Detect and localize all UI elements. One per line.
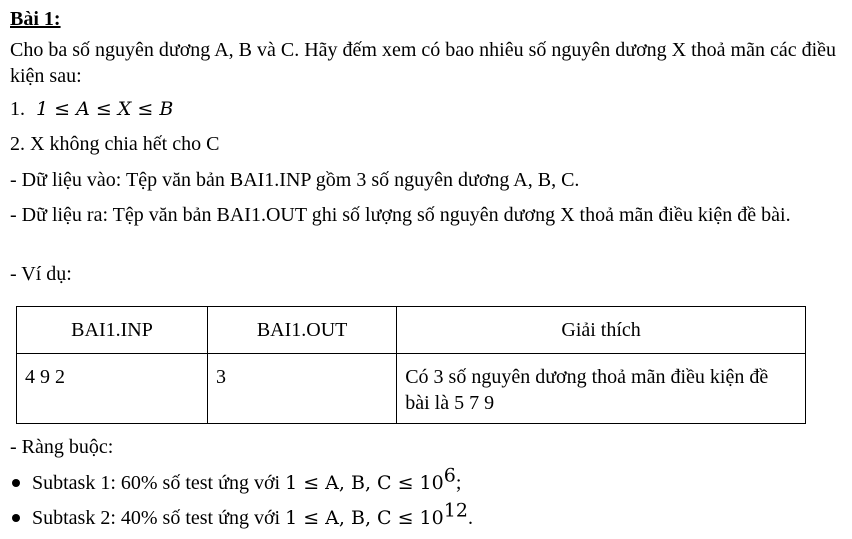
subtask-1 <box>32 464 462 496</box>
problem-intro: Cho ba số nguyên dương A, B và C. Hãy đếm xem có bao nhiêu số nguyên dương X thoả mãn các điều kiện sau: <box>10 39 837 87</box>
subtask-2-exponent: 12 <box>443 499 468 522</box>
bullet-icon <box>12 479 20 487</box>
header-output: BAI1.OUT <box>208 307 397 354</box>
constraints-label: - Ràng buộc: <box>10 436 114 458</box>
cell-output: 3 <box>208 354 397 424</box>
subtask-2-text: Subtask 2: 40% số test ứng với <box>32 507 286 529</box>
cell-explanation: Có 3 số nguyên dương thoả mãn điều kiện đề bài là 5 7 9 <box>397 354 806 424</box>
output-description: - Dữ liệu ra: Tệp văn bản BAI1.OUT ghi số lượng số nguyên dương X thoả mãn điều kiện đề bài. <box>10 204 791 226</box>
subtask-1-text: Subtask 1: 60% số test ứng với <box>32 472 286 494</box>
bullet-icon <box>12 514 20 522</box>
subtask-2 <box>32 499 473 531</box>
condition-1-expression: 1 ≤ A ≤ X ≤ B <box>36 98 174 120</box>
subtask-2-end: . <box>467 507 473 529</box>
table-row <box>17 354 806 424</box>
subtask-1-math: 1 ≤ A, B, C ≤ 10 <box>285 472 444 494</box>
problem-title: Bài 1: <box>10 8 61 30</box>
condition-1-number: 1. <box>10 98 25 120</box>
subtask-2-math: 1 ≤ A, B, C ≤ 10 <box>285 507 444 529</box>
subtask-1-end: ; <box>455 472 462 494</box>
subtask-1-exponent: 6 <box>443 464 456 487</box>
condition-2: 2. X không chia hết cho C <box>10 133 220 155</box>
header-explanation: Giải thích <box>397 307 806 354</box>
example-table <box>16 306 806 424</box>
input-description: - Dữ liệu vào: Tệp văn bản BAI1.INP gồm 3 số nguyên dương A, B, C. <box>10 169 580 191</box>
condition-1 <box>10 96 173 122</box>
cell-input: 4 9 2 <box>17 354 208 424</box>
header-input: BAI1.INP <box>17 307 208 354</box>
example-label: - Ví dụ: <box>10 263 72 285</box>
table-header-row <box>17 307 806 354</box>
